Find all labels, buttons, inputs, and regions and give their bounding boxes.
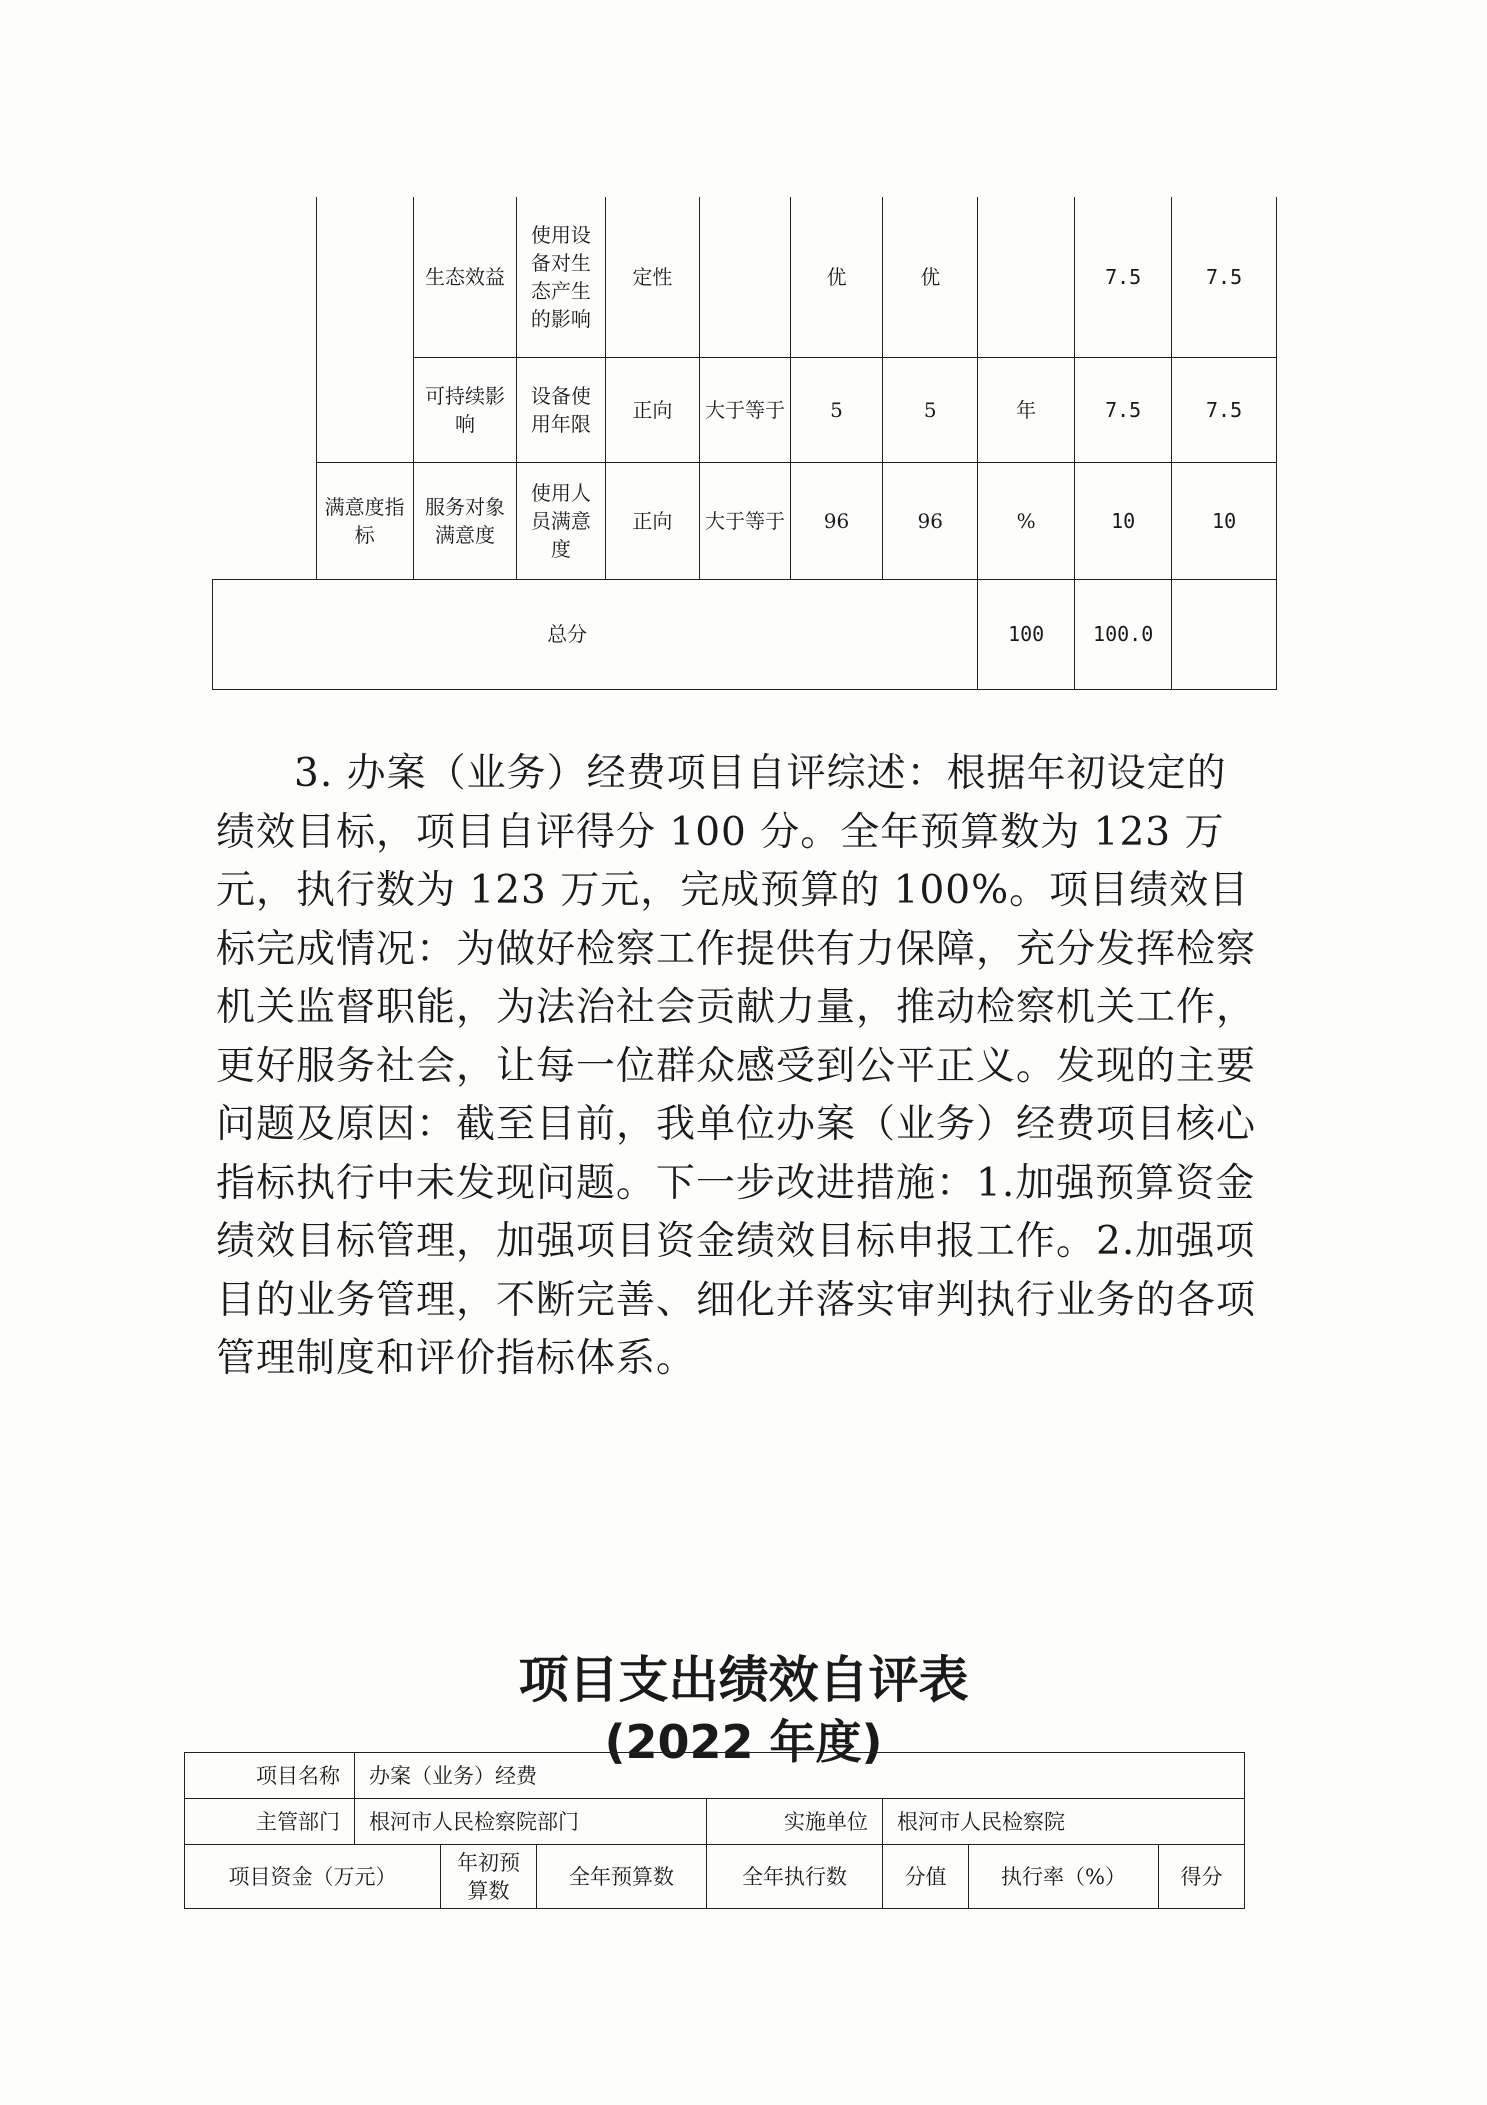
total-score-cell: 100.0 (1075, 579, 1172, 689)
category-cell (213, 197, 317, 357)
sub-indicator-cell: 使用设备对生态产生的影响 (517, 197, 605, 357)
project-form-table (184, 1752, 1245, 1909)
actual-cell: 5 (883, 357, 978, 462)
comparison-cell: 大于等于 (700, 462, 790, 579)
department-value: 根河市人民检察院部门 (355, 1799, 707, 1845)
weight-cell: 7.5 (1075, 197, 1172, 357)
project-name-value: 办案（业务）经费 (355, 1753, 1245, 1799)
score-value-header: 分值 (883, 1845, 969, 1909)
score-cell: 7.5 (1172, 197, 1277, 357)
funds-label: 项目资金（万元） (185, 1845, 441, 1909)
annual-execution-header: 全年执行数 (707, 1845, 883, 1909)
execution-rate-header: 执行率（%） (969, 1845, 1159, 1909)
annual-budget-header: 全年预算数 (537, 1845, 707, 1909)
actual-cell: 优 (883, 197, 978, 357)
comparison-cell (700, 197, 790, 357)
table-row (213, 357, 1277, 462)
form-subtitle: (2022 年度) (604, 1715, 883, 1769)
sub-indicator-cell: 设备使用年限 (517, 357, 605, 462)
unit-cell: % (978, 462, 1075, 579)
score-cell: 7.5 (1172, 357, 1277, 462)
sub-category-cell (316, 357, 413, 462)
indicator-table (212, 197, 1277, 690)
indicator-cell: 可持续影响 (413, 357, 517, 462)
weight-cell: 7.5 (1075, 357, 1172, 462)
table-row (213, 197, 1277, 357)
category-cell (213, 357, 317, 462)
initial-budget-header: 年初预算数 (441, 1845, 537, 1909)
target-cell: 优 (790, 197, 883, 357)
implementer-label: 实施单位 (707, 1799, 883, 1845)
category-cell (213, 462, 317, 579)
implementer-value: 根河市人民检察院 (883, 1799, 1245, 1845)
comparison-cell: 大于等于 (700, 357, 790, 462)
project-name-label: 项目名称 (185, 1753, 355, 1799)
department-label: 主管部门 (185, 1799, 355, 1845)
table-row (185, 1845, 1245, 1909)
nature-cell: 正向 (605, 462, 700, 579)
target-cell: 5 (790, 357, 883, 462)
total-row (213, 579, 1277, 689)
satisfaction-category-cell: 满意度指标 (316, 462, 413, 579)
table-row (185, 1799, 1245, 1845)
indicator-cell: 生态效益 (413, 197, 517, 357)
total-weight-cell: 100 (978, 579, 1075, 689)
unit-cell (978, 197, 1075, 357)
table-row (213, 462, 1277, 579)
summary-paragraph: 3. 办案（业务）经费项目自评综述：根据年初设定的绩效目标，项目自评得分 100 分。全年预算数为 123 万元，执行数为 123 万元，完成预算的 100%。项目绩效目标完成情况：为做好检察工作提供有力保障，充分发挥检察机关监督职能，为法治社会贡献力量，推动检察机关工作，更好服务社会，让每一位群众感受到公平正义。发现的主要问题及原因：截至目前，我单位办案（业务）经费项目核心指标执行中未发现问题。下一步改进措施：1.加强预算资金绩效目标管理，加强项目资金绩效目标申报工作。2.加强项目的业务管理，不断完善、细化并落实审判执行业务的各项管理制度和评价指标体系。 (216, 751, 1257, 1381)
score-cell: 10 (1172, 462, 1277, 579)
total-label: 总分 (213, 579, 978, 689)
score-header: 得分 (1159, 1845, 1245, 1909)
nature-cell: 正向 (605, 357, 700, 462)
indicator-cell: 服务对象满意度 (413, 462, 517, 579)
sub-indicator-cell: 使用人员满意度 (517, 462, 605, 579)
actual-cell: 96 (883, 462, 978, 579)
sub-category-cell (316, 197, 413, 357)
table-row (185, 1753, 1245, 1799)
unit-cell: 年 (978, 357, 1075, 462)
weight-cell: 10 (1075, 462, 1172, 579)
form-title: 项目支出绩效自评表 (518, 1651, 969, 1709)
nature-cell: 定性 (605, 197, 700, 357)
empty-cell (1172, 579, 1277, 689)
target-cell: 96 (790, 462, 883, 579)
